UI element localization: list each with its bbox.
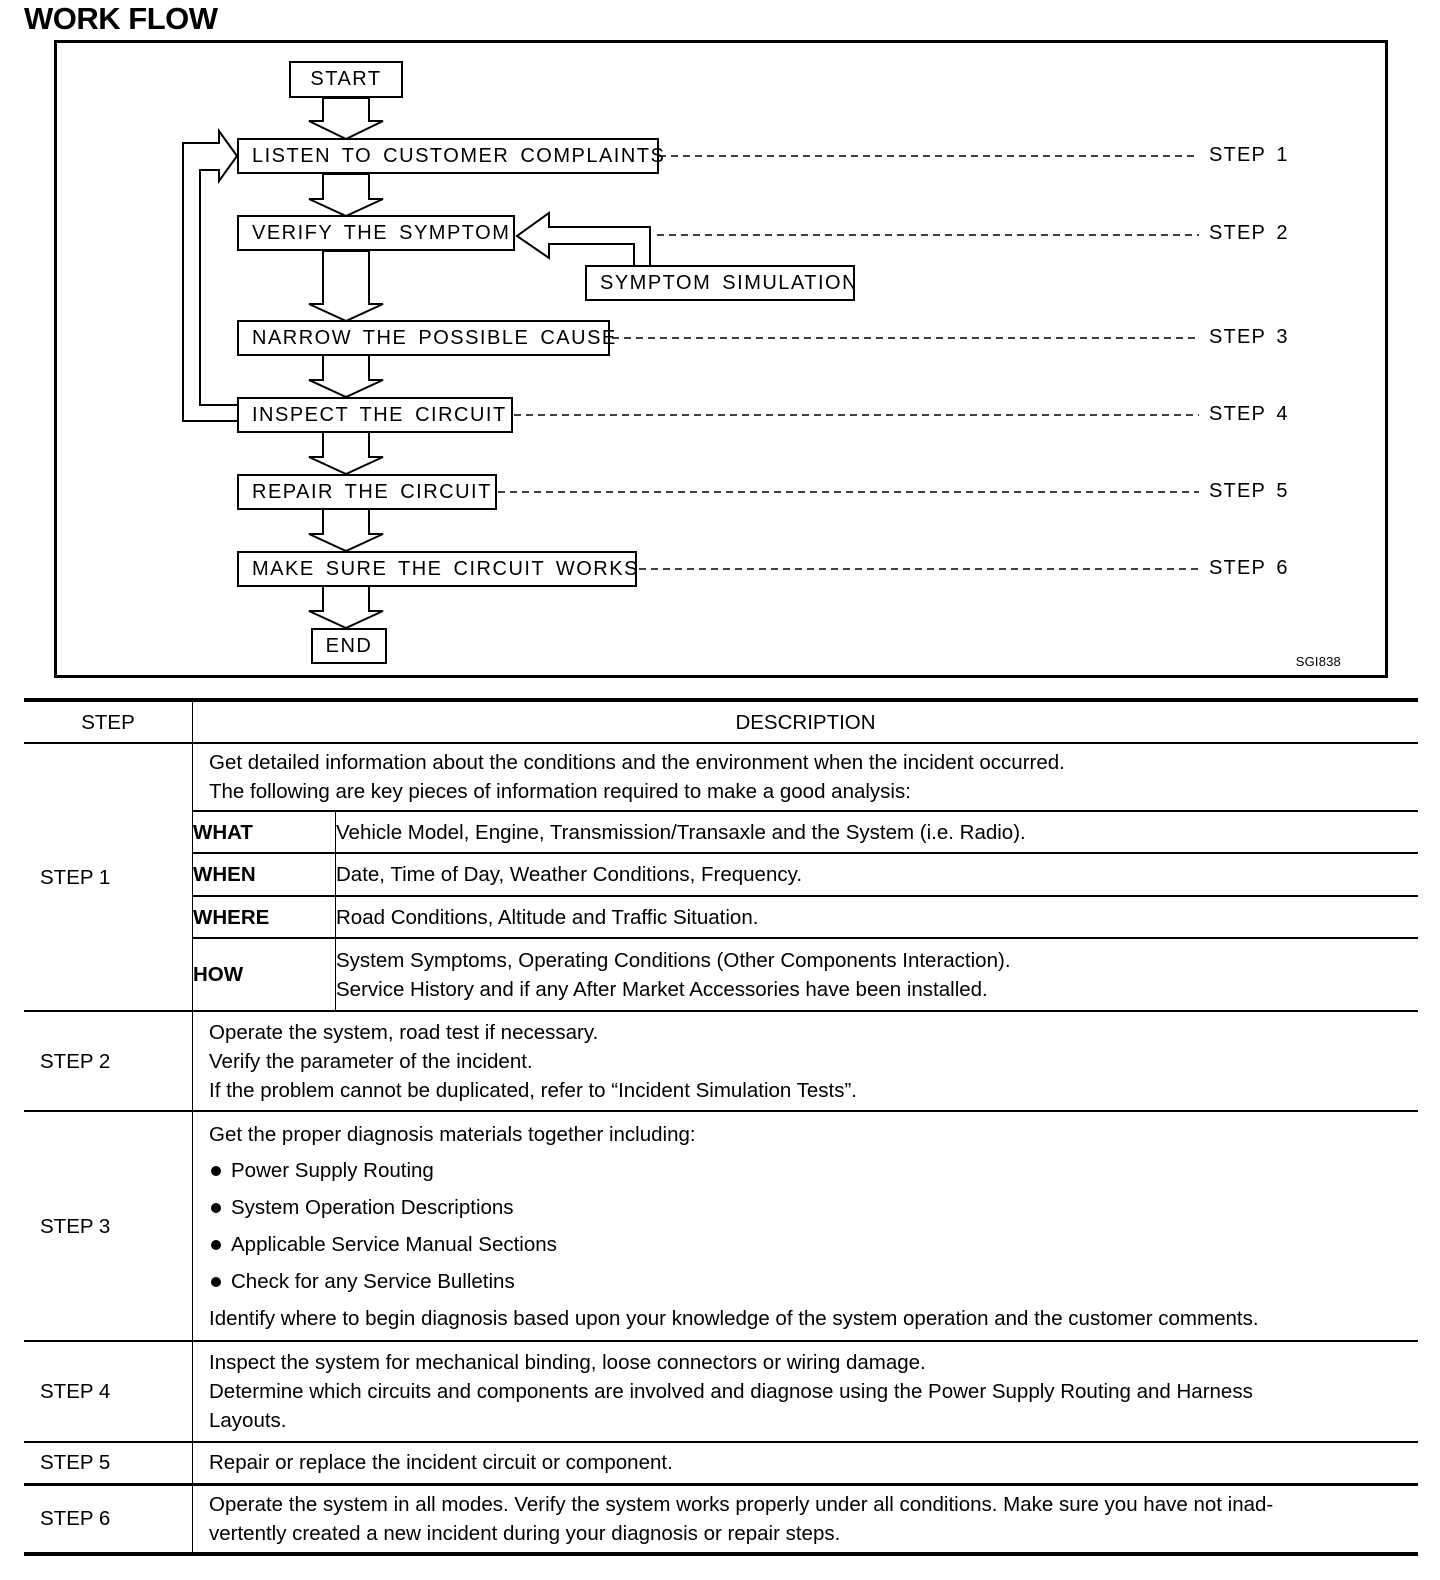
description-cell [193, 1341, 1419, 1442]
description-cell: Repair or replace the incident circuit or component. [209, 1451, 673, 1475]
flow-node-symptom-simulation: SYMPTOM SIMULATION [585, 265, 855, 301]
text-line: Inspect the system for mechanical binding, loose connectors or wiring damage. [209, 1351, 926, 1374]
step-cell: STEP 2 [24, 1011, 193, 1111]
end-node: END [311, 628, 387, 664]
down-arrow-icon [309, 354, 383, 397]
bullet-text: System Operation Descriptions [231, 1196, 514, 1219]
bullet-item [209, 1226, 1404, 1263]
table-header-row [24, 700, 1418, 743]
step-description-table [24, 698, 1418, 1556]
description-cell [193, 1484, 1419, 1554]
figure-code: SGI838 [1295, 654, 1341, 669]
step-label-3: STEP 3 [1209, 326, 1289, 348]
bullet-text: Applicable Service Manual Sections [231, 1233, 557, 1256]
bullet-item [209, 1189, 1404, 1226]
text-line: Get detailed information about the conditions and the environment when the incident occurred. [209, 751, 1065, 774]
bullet-item [209, 1152, 1404, 1189]
step-cell: STEP 5 [24, 1442, 193, 1484]
flow-node-narrow: NARROW THE POSSIBLE CAUSE [237, 320, 610, 356]
detail-value: Vehicle Model, Engine, Transmission/Transaxle and the System (i.e. Radio). [336, 811, 1419, 853]
down-arrow-icon [309, 251, 383, 321]
text-line: Operate the system, road test if necessary. [209, 1020, 599, 1044]
left-arrow-icon [517, 213, 650, 268]
workflow-diagram [54, 40, 1388, 678]
bullet-icon [211, 1203, 221, 1213]
detail-row-where [193, 896, 1418, 938]
text-line: Determine which circuits and components are involved and diagnose using the Power Supply Routing and Harness [209, 1380, 1253, 1403]
header-description: DESCRIPTION [193, 700, 1419, 743]
text-line: Identify where to begin diagnosis based upon your knowledge of the system operation and the customer comments. [209, 1306, 1259, 1330]
flow-node-verify: VERIFY THE SYMPTOM [237, 215, 515, 251]
step-label-6: STEP 6 [1209, 557, 1289, 579]
table-row-step-4 [24, 1341, 1418, 1442]
text-line: Service History and if any After Market Accessories have been installed. [336, 977, 988, 1001]
text-line: Verify the parameter of the incident. [209, 1049, 533, 1073]
step-label-1: STEP 1 [1209, 144, 1289, 166]
detail-key: HOW [193, 938, 336, 1010]
step1-intro [193, 744, 1418, 810]
step-label-4: STEP 4 [1209, 403, 1289, 425]
step-cell: STEP 3 [24, 1111, 193, 1341]
detail-key: WHEN [193, 853, 336, 896]
down-arrow-icon [309, 509, 383, 551]
table-row-step-6 [24, 1484, 1418, 1554]
table-row-step-1 [24, 743, 1418, 1011]
step-cell: STEP 4 [24, 1341, 193, 1442]
table-row-step-2 [24, 1011, 1418, 1111]
description-cell [193, 1111, 1419, 1341]
text-line: The following are key pieces of information required to make a good analysis: [209, 780, 911, 803]
step-label-2: STEP 2 [1209, 222, 1289, 244]
flow-node-inspect: INSPECT THE CIRCUIT [237, 397, 513, 433]
loop-back-arrow-icon [183, 131, 239, 421]
bullet-icon [211, 1277, 221, 1287]
text-line: System Symptoms, Operating Conditions (Other Components Interaction). [336, 948, 1011, 972]
down-arrow-icon [309, 432, 383, 474]
flow-node-make-sure: MAKE SURE THE CIRCUIT WORKS [237, 551, 637, 587]
text-line: Get the proper diagnosis materials together including: [209, 1122, 696, 1146]
detail-row-what [193, 811, 1418, 853]
detail-value: Road Conditions, Altitude and Traffic Situation. [336, 896, 1419, 938]
table-row-step-5 [24, 1442, 1418, 1484]
bullet-item [209, 1263, 1404, 1300]
down-arrow-icon [309, 586, 383, 628]
down-arrow-icon [309, 98, 383, 139]
text-line: If the problem cannot be duplicated, refer to “Incident Simulation Tests”. [209, 1078, 858, 1102]
text-line: Operate the system in all modes. Verify the system works properly under all conditions. Make sure you have not inad- [209, 1492, 1274, 1516]
page-title: WORK FLOW [24, 1, 218, 36]
detail-row-how [193, 938, 1418, 1010]
text-line: vertently created a new incident during your diagnosis or repair steps. [209, 1521, 841, 1545]
step1-detail-table [193, 810, 1418, 1010]
text-line: Layouts. [209, 1409, 287, 1432]
detail-row-when [193, 853, 1418, 896]
flow-node-listen: LISTEN TO CUSTOMER COMPLAINTS [237, 138, 659, 174]
down-arrow-icon [309, 174, 383, 216]
bullet-text: Power Supply Routing [231, 1159, 434, 1182]
step-cell: STEP 6 [24, 1484, 193, 1554]
detail-key: WHAT [193, 811, 336, 853]
header-step: STEP [24, 700, 193, 743]
flow-node-repair: REPAIR THE CIRCUIT [237, 474, 497, 510]
bullet-icon [211, 1240, 221, 1250]
start-node: START [289, 61, 403, 98]
detail-key: WHERE [193, 896, 336, 938]
description-cell [193, 1011, 1419, 1111]
step-label-5: STEP 5 [1209, 480, 1289, 502]
detail-value [336, 938, 1419, 1010]
step-cell: STEP 1 [24, 743, 193, 1011]
bullet-icon [211, 1166, 221, 1176]
table-row-step-3 [24, 1111, 1418, 1341]
detail-value: Date, Time of Day, Weather Conditions, Frequency. [336, 853, 1419, 896]
bullet-text: Check for any Service Bulletins [231, 1270, 515, 1293]
